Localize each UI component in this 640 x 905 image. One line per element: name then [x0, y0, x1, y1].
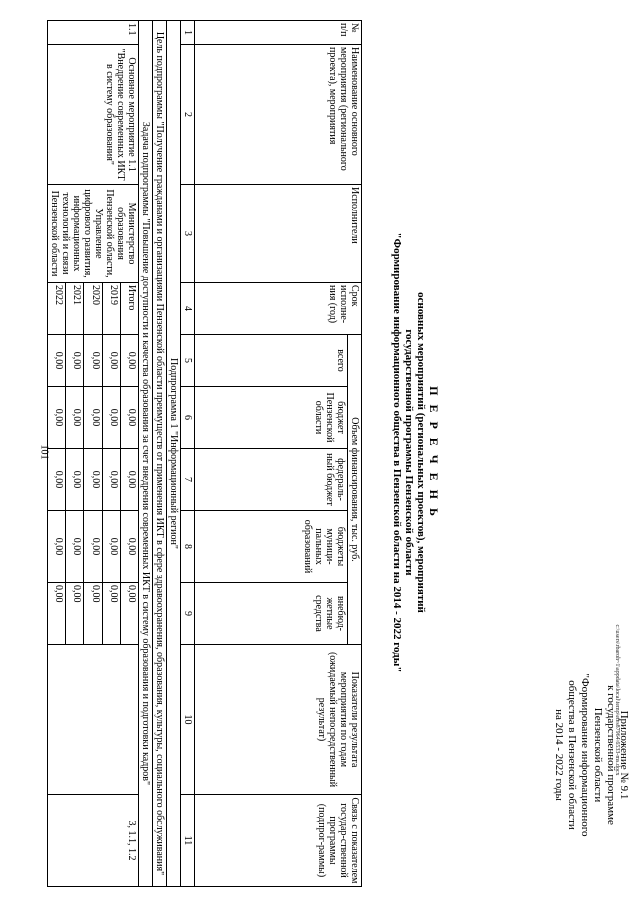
- value-extra: 0,00: [102, 583, 120, 645]
- document-title: [391, 0, 440, 905]
- header-funding: Объем финансирования, тыс. руб.: [348, 335, 362, 645]
- column-number: 7: [181, 449, 195, 511]
- header-federal: федераль-ный бюджет: [195, 449, 348, 511]
- appendix-line: "Формирование информационного: [579, 673, 591, 837]
- column-number-row: [181, 21, 195, 887]
- footer-file-path: c:\users\rbaroh~1\appdata\local\temp\etes87964\6533-ms.docx: [614, 624, 620, 776]
- subprogram-row: [167, 21, 181, 887]
- header-term: Срок исполне-ния (год): [195, 283, 362, 335]
- column-number: 9: [181, 583, 195, 645]
- row-link: 3, 1.1, 1.2: [48, 795, 139, 887]
- header-municipal: бюджеты муници-пальных образований: [195, 511, 348, 583]
- value-federal: 0,00: [102, 449, 120, 511]
- column-number: 2: [181, 45, 195, 185]
- year-cell: 2020: [84, 283, 102, 335]
- value-federal: 0,00: [84, 449, 102, 511]
- table-row: [120, 21, 138, 887]
- header-indicators: Показатели результата мероприятия по годам (ожидаемый непосредственный результат): [195, 645, 362, 795]
- subprogram-task: Задача подпрограммы "Повышение доступности и качества образования за счет внедрения современных ИКТ в систему образования и подготовки кадров": [139, 21, 153, 887]
- title-line: государственной программы Пензенской области: [403, 329, 415, 576]
- subprogram-title: Подпрограмма 1 "Информационный регион": [167, 21, 181, 887]
- year-cell: 2022: [48, 283, 66, 335]
- header-total: всего: [195, 335, 348, 387]
- value-regional: 0,00: [48, 387, 66, 449]
- row-num: 1.1: [48, 21, 139, 45]
- value-total: 0,00: [84, 335, 102, 387]
- header-name: Наименование основного мероприятия (регионального проекта), мероприятия: [195, 45, 362, 185]
- year-cell: 2019: [102, 283, 120, 335]
- value-municipal: 0,00: [120, 511, 138, 583]
- value-municipal: 0,00: [66, 511, 84, 583]
- value-regional: 0,00: [66, 387, 84, 449]
- value-municipal: 0,00: [102, 511, 120, 583]
- year-cell: Итого: [120, 283, 138, 335]
- goal-row: [153, 21, 167, 887]
- header-extrabudget: внебюд-жетные средства: [195, 583, 348, 645]
- title-line: "Формирование информационного общества в Пензенской области на 2014 - 2022 годы": [391, 232, 403, 673]
- column-number: 5: [181, 335, 195, 387]
- column-number: 4: [181, 283, 195, 335]
- value-total: 0,00: [120, 335, 138, 387]
- column-number: 1: [181, 21, 195, 45]
- value-total: 0,00: [66, 335, 84, 387]
- title-line: основных мероприятий (региональных проектов), мероприятий: [415, 292, 427, 613]
- appendix-line: на 2014 - 2022 годы: [553, 709, 565, 801]
- header-num: № п/п: [195, 21, 362, 45]
- column-number: 11: [181, 795, 195, 887]
- column-number: 10: [181, 645, 195, 795]
- value-total: 0,00: [102, 335, 120, 387]
- column-number: 6: [181, 387, 195, 449]
- value-regional: 0,00: [120, 387, 138, 449]
- column-number: 8: [181, 511, 195, 583]
- header-regional: бюджет Пензенской области: [195, 387, 348, 449]
- column-number: 3: [181, 185, 195, 283]
- appendix-block: [552, 645, 630, 865]
- value-extra: 0,00: [84, 583, 102, 645]
- value-municipal: 0,00: [48, 511, 66, 583]
- value-regional: 0,00: [102, 387, 120, 449]
- appendix-line: Пензенской области: [592, 707, 604, 803]
- header-executors: Исполнители: [195, 185, 362, 283]
- appendix-line: общества в Пензенской области: [566, 680, 578, 830]
- value-extra: 0,00: [66, 583, 84, 645]
- value-extra: 0,00: [120, 583, 138, 645]
- value-municipal: 0,00: [84, 511, 102, 583]
- subprogram-goal: Цель подпрограммы "Получение гражданами и организациями Пензенской области преимуществ от применения ИКТ в сфере здравоохранения, образования, культуры, социального обслуживания": [153, 21, 167, 887]
- title-line: П Е Р Е Ч Е Н Ь: [427, 386, 441, 519]
- header-row: [348, 21, 362, 887]
- task-row: [139, 21, 153, 887]
- appendix-line: Приложение № 9.1: [618, 710, 630, 800]
- value-extra: 0,00: [48, 583, 66, 645]
- value-federal: 0,00: [120, 449, 138, 511]
- appendix-line: к государственной программе: [605, 685, 617, 825]
- row-indicators: [48, 645, 139, 795]
- year-cell: 2021: [66, 283, 84, 335]
- value-federal: 0,00: [48, 449, 66, 511]
- page-number: 101: [38, 444, 50, 460]
- measures-table: [47, 20, 362, 887]
- header-link: Связь с показателем государ-ственной программы (подпрог-раммы): [195, 795, 362, 887]
- value-federal: 0,00: [66, 449, 84, 511]
- value-regional: 0,00: [84, 387, 102, 449]
- value-total: 0,00: [48, 335, 66, 387]
- row-executors: Министерство образования Пензенской области, Управление цифрового развития, информационных технологий и связи Пензенской области: [48, 185, 139, 283]
- row-name: Основное мероприятие 1.1 "Внедрение современных ИКТ в систему образования": [48, 45, 139, 185]
